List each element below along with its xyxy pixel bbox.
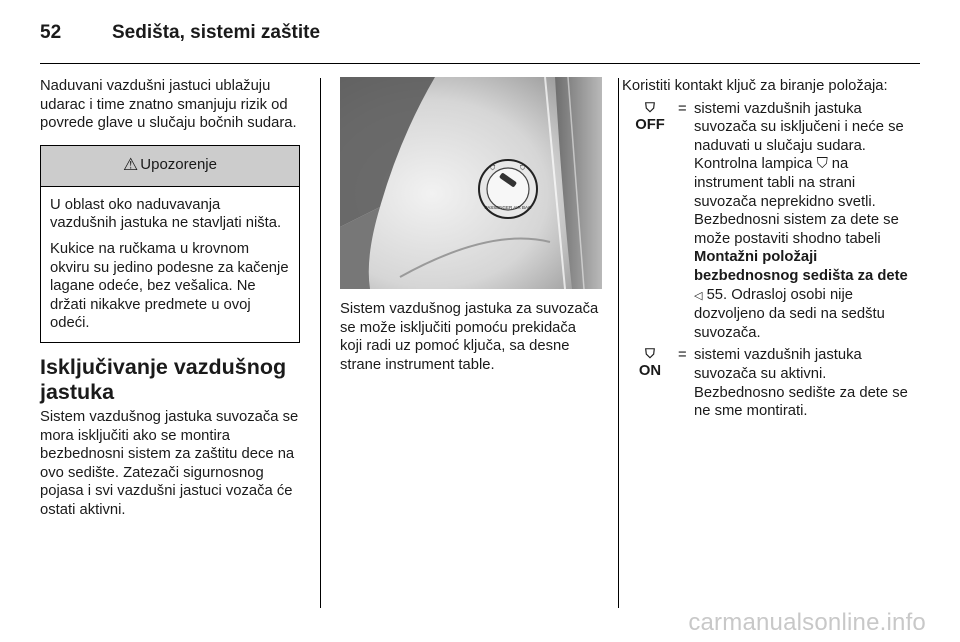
position-description: sistemi vazdušnih jastuka suvozača su isključeni i neće se naduvati u slučaju sudara. Kontrolna lampica ⛉ na instrument tabli na strani suvozača neprekidno svetli. Bezbednosni sistem za dete se može postaviti shodno tabeli Montažni položaji bezbednosnog sedišta za dete ◁ 55. Odrasloj osobi nije dozvoljeno da sedi na sedštu suvozača.	[694, 100, 908, 341]
figure-label: PASSENGER AIR BAG	[484, 205, 532, 210]
position-key: OFF	[635, 116, 665, 133]
column-right	[622, 77, 908, 421]
position-description: sistemi vazdušnih jastuka suvozača su aktivni. Bezbednosno sedište za dete se ne sme montirati.	[694, 347, 908, 420]
page-number: 52	[40, 22, 62, 43]
position-symbol	[622, 346, 678, 420]
svg-text:⛉: ⛉	[490, 165, 496, 172]
warning-paragraph: Kukice na ručkama u krovnom okviru su jedino podesne za kačenje lagane odeće, bez vešalica. Ne držati nikakve predmete u ovoj odeći.	[50, 240, 289, 332]
svg-text:⛉: ⛉	[520, 165, 526, 172]
header-rule	[40, 63, 920, 64]
position-entry-off	[622, 100, 908, 343]
equals-sign: =	[678, 347, 687, 364]
intro-paragraph: Koristiti kontakt ključ za biranje položaja:	[622, 78, 888, 94]
airbag-switch-figure	[340, 77, 602, 289]
warning-body	[41, 187, 299, 342]
page-header	[40, 22, 320, 52]
warning-header	[41, 146, 299, 187]
equals-sign: =	[678, 100, 687, 117]
airbag-on-icon: ⛉	[645, 346, 655, 362]
airbag-off-icon: ⛉	[645, 99, 655, 115]
cross-reference: Montažni položaji bezbednosnog sedišta za dete	[694, 249, 908, 284]
column-divider-1	[320, 78, 321, 608]
intro-paragraph: Naduvani vazdušni jastuci ublažuju udarac i time znatno smanjuju rizik od povrede glave u slučaju bočnih sudara.	[40, 78, 297, 132]
position-symbol	[622, 100, 678, 343]
position-key: ON	[638, 363, 662, 380]
reference-arrow-icon: ◁	[694, 289, 703, 302]
column-middle	[340, 77, 602, 374]
section-heading: Isključivanje vazdušnog jastuka	[40, 354, 287, 404]
position-entry-on	[622, 346, 908, 420]
warning-triangle-icon: ⚠	[123, 155, 139, 175]
section-body: Sistem vazdušnog jastuka suvozača se mora isključiti ako se montira bezbednosni sistem za zaštitu dece na ovo sedište. Zatezači sigurnosnog pojasa i svi vazdušni jastuci vozača će ostati aktivni.	[40, 408, 299, 518]
warning-title: Upozorenje	[140, 156, 217, 174]
figure-caption: Sistem vazdušnog jastuka za suvozača se može isključiti pomoću prekidača koji radi uz pomoć ključa, sa desne strane instrument table.	[340, 301, 599, 373]
airbag-off-icon: ⛉	[816, 156, 828, 173]
warning-box	[40, 145, 300, 343]
dashboard-illustration	[340, 77, 602, 289]
warning-paragraph: U oblast oko naduvavanja vazdušnih jastuka ne stavljati ništa.	[50, 196, 282, 232]
column-left	[40, 77, 306, 520]
column-divider-2	[618, 78, 619, 608]
watermark: carmanualsonline.info	[688, 609, 926, 636]
page-title: Sedišta, sistemi zaštite	[112, 22, 321, 43]
